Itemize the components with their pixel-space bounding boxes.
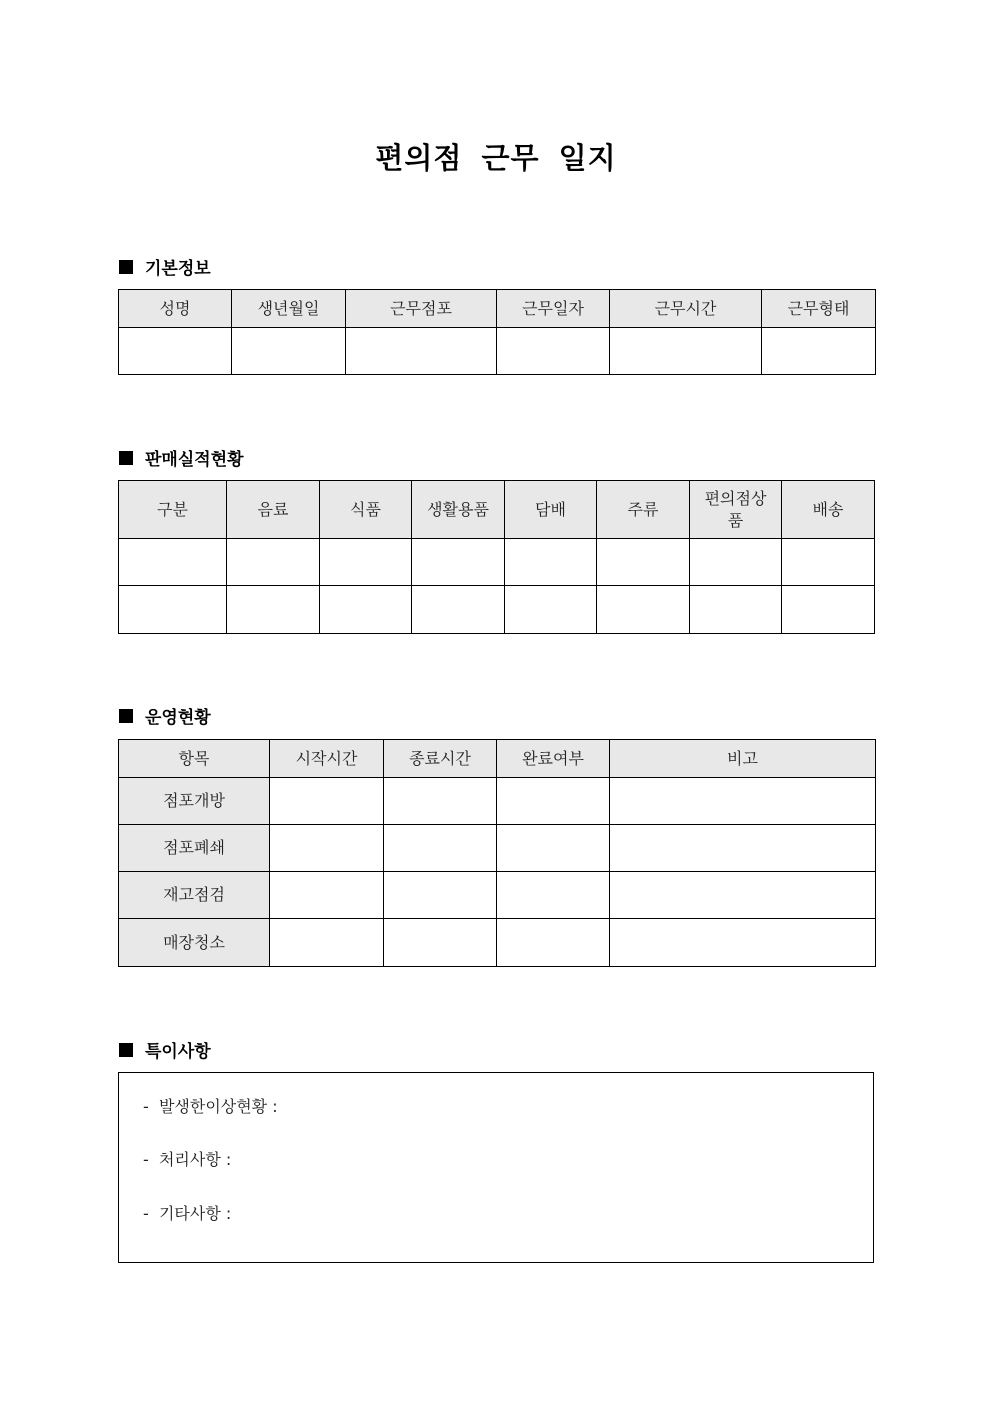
table-row xyxy=(119,825,876,872)
column-header-store-goods: 편의점상품 xyxy=(690,481,782,539)
column-header-delivery: 배송 xyxy=(782,481,875,539)
basic-info-table xyxy=(118,289,876,375)
column-header-store: 근무점포 xyxy=(346,290,497,328)
table-header-row xyxy=(119,740,876,778)
sales-cell[interactable] xyxy=(227,539,320,586)
row-label-inventory-check: 재고점검 xyxy=(119,872,270,919)
page-title: 편의점 근무 일지 xyxy=(375,141,617,175)
table-row xyxy=(119,919,876,967)
table-row xyxy=(119,872,876,919)
sales-cell[interactable] xyxy=(119,539,227,586)
table-row xyxy=(119,778,876,825)
column-header-remarks: 비고 xyxy=(610,740,876,778)
square-bullet-icon xyxy=(119,451,133,465)
end-time-cell[interactable] xyxy=(384,919,497,967)
table-header-row xyxy=(119,481,875,539)
column-header-beverage: 음료 xyxy=(227,481,320,539)
sales-cell[interactable] xyxy=(412,586,505,634)
column-header-liquor: 주류 xyxy=(597,481,690,539)
completed-cell[interactable] xyxy=(497,778,610,825)
sales-cell[interactable] xyxy=(320,539,412,586)
square-bullet-icon xyxy=(119,260,133,274)
sales-cell[interactable] xyxy=(690,586,782,634)
column-header-completed: 완료여부 xyxy=(497,740,610,778)
square-bullet-icon xyxy=(119,709,133,723)
table-row xyxy=(119,328,876,375)
column-header-household: 생활용품 xyxy=(412,481,505,539)
column-header-tobacco: 담배 xyxy=(505,481,597,539)
end-time-cell[interactable] xyxy=(384,825,497,872)
start-time-cell[interactable] xyxy=(270,919,384,967)
sales-cell[interactable] xyxy=(782,586,875,634)
sales-cell[interactable] xyxy=(119,586,227,634)
sales-cell[interactable] xyxy=(320,586,412,634)
completed-cell[interactable] xyxy=(497,872,610,919)
row-label-store-cleaning: 매장청소 xyxy=(119,919,270,967)
column-header-name: 성명 xyxy=(119,290,232,328)
sales-cell[interactable] xyxy=(505,586,597,634)
column-header-work-hours: 근무시간 xyxy=(610,290,762,328)
column-header-start-time: 시작시간 xyxy=(270,740,384,778)
row-label-store-close: 점포폐쇄 xyxy=(119,825,270,872)
sales-cell[interactable] xyxy=(597,586,690,634)
square-bullet-icon xyxy=(119,1043,133,1057)
section-heading-remarks xyxy=(119,1037,211,1062)
table-row xyxy=(119,539,875,586)
table-row xyxy=(119,586,875,634)
column-header-item: 항목 xyxy=(119,740,270,778)
column-header-work-type: 근무형태 xyxy=(762,290,876,328)
section-title: 특이사항 xyxy=(145,1042,211,1062)
sales-cell[interactable] xyxy=(690,539,782,586)
start-time-cell[interactable] xyxy=(270,778,384,825)
table-header-row xyxy=(119,290,876,328)
section-heading-operations xyxy=(119,703,211,728)
remarks-cell[interactable] xyxy=(610,825,876,872)
work-type-cell[interactable] xyxy=(762,328,876,375)
sales-table xyxy=(118,480,875,634)
completed-cell[interactable] xyxy=(497,919,610,967)
remarks-cell[interactable] xyxy=(610,919,876,967)
start-time-cell[interactable] xyxy=(270,872,384,919)
section-title: 판매실적현황 xyxy=(145,450,244,470)
birthdate-cell[interactable] xyxy=(232,328,346,375)
work-date-cell[interactable] xyxy=(497,328,610,375)
sales-cell[interactable] xyxy=(597,539,690,586)
sales-cell[interactable] xyxy=(412,539,505,586)
store-cell[interactable] xyxy=(346,328,497,375)
section-title: 운영현황 xyxy=(145,708,211,728)
completed-cell[interactable] xyxy=(497,825,610,872)
remarks-cell[interactable] xyxy=(610,778,876,825)
column-header-birthdate: 생년월일 xyxy=(232,290,346,328)
end-time-cell[interactable] xyxy=(384,778,497,825)
remarks-cell[interactable] xyxy=(610,872,876,919)
section-title: 기본정보 xyxy=(145,259,211,279)
start-time-cell[interactable] xyxy=(270,825,384,872)
column-header-food: 식품 xyxy=(320,481,412,539)
row-label-store-open: 점포개방 xyxy=(119,778,270,825)
sales-cell[interactable] xyxy=(227,586,320,634)
remark-line-incidents: - 발생한이상현황 : xyxy=(143,1097,278,1116)
end-time-cell[interactable] xyxy=(384,872,497,919)
remark-line-actions: - 처리사항 : xyxy=(143,1150,232,1169)
column-header-work-date: 근무일자 xyxy=(497,290,610,328)
column-header-end-time: 종료시간 xyxy=(384,740,497,778)
work-hours-cell[interactable] xyxy=(610,328,762,375)
operations-table xyxy=(118,739,876,967)
section-heading-sales xyxy=(119,445,244,470)
name-cell[interactable] xyxy=(119,328,232,375)
remark-line-other: - 기타사항 : xyxy=(143,1204,232,1223)
section-heading-basic-info xyxy=(119,254,211,279)
column-header-category: 구분 xyxy=(119,481,227,539)
sales-cell[interactable] xyxy=(782,539,875,586)
remarks-box[interactable] xyxy=(118,1072,874,1263)
sales-cell[interactable] xyxy=(505,539,597,586)
